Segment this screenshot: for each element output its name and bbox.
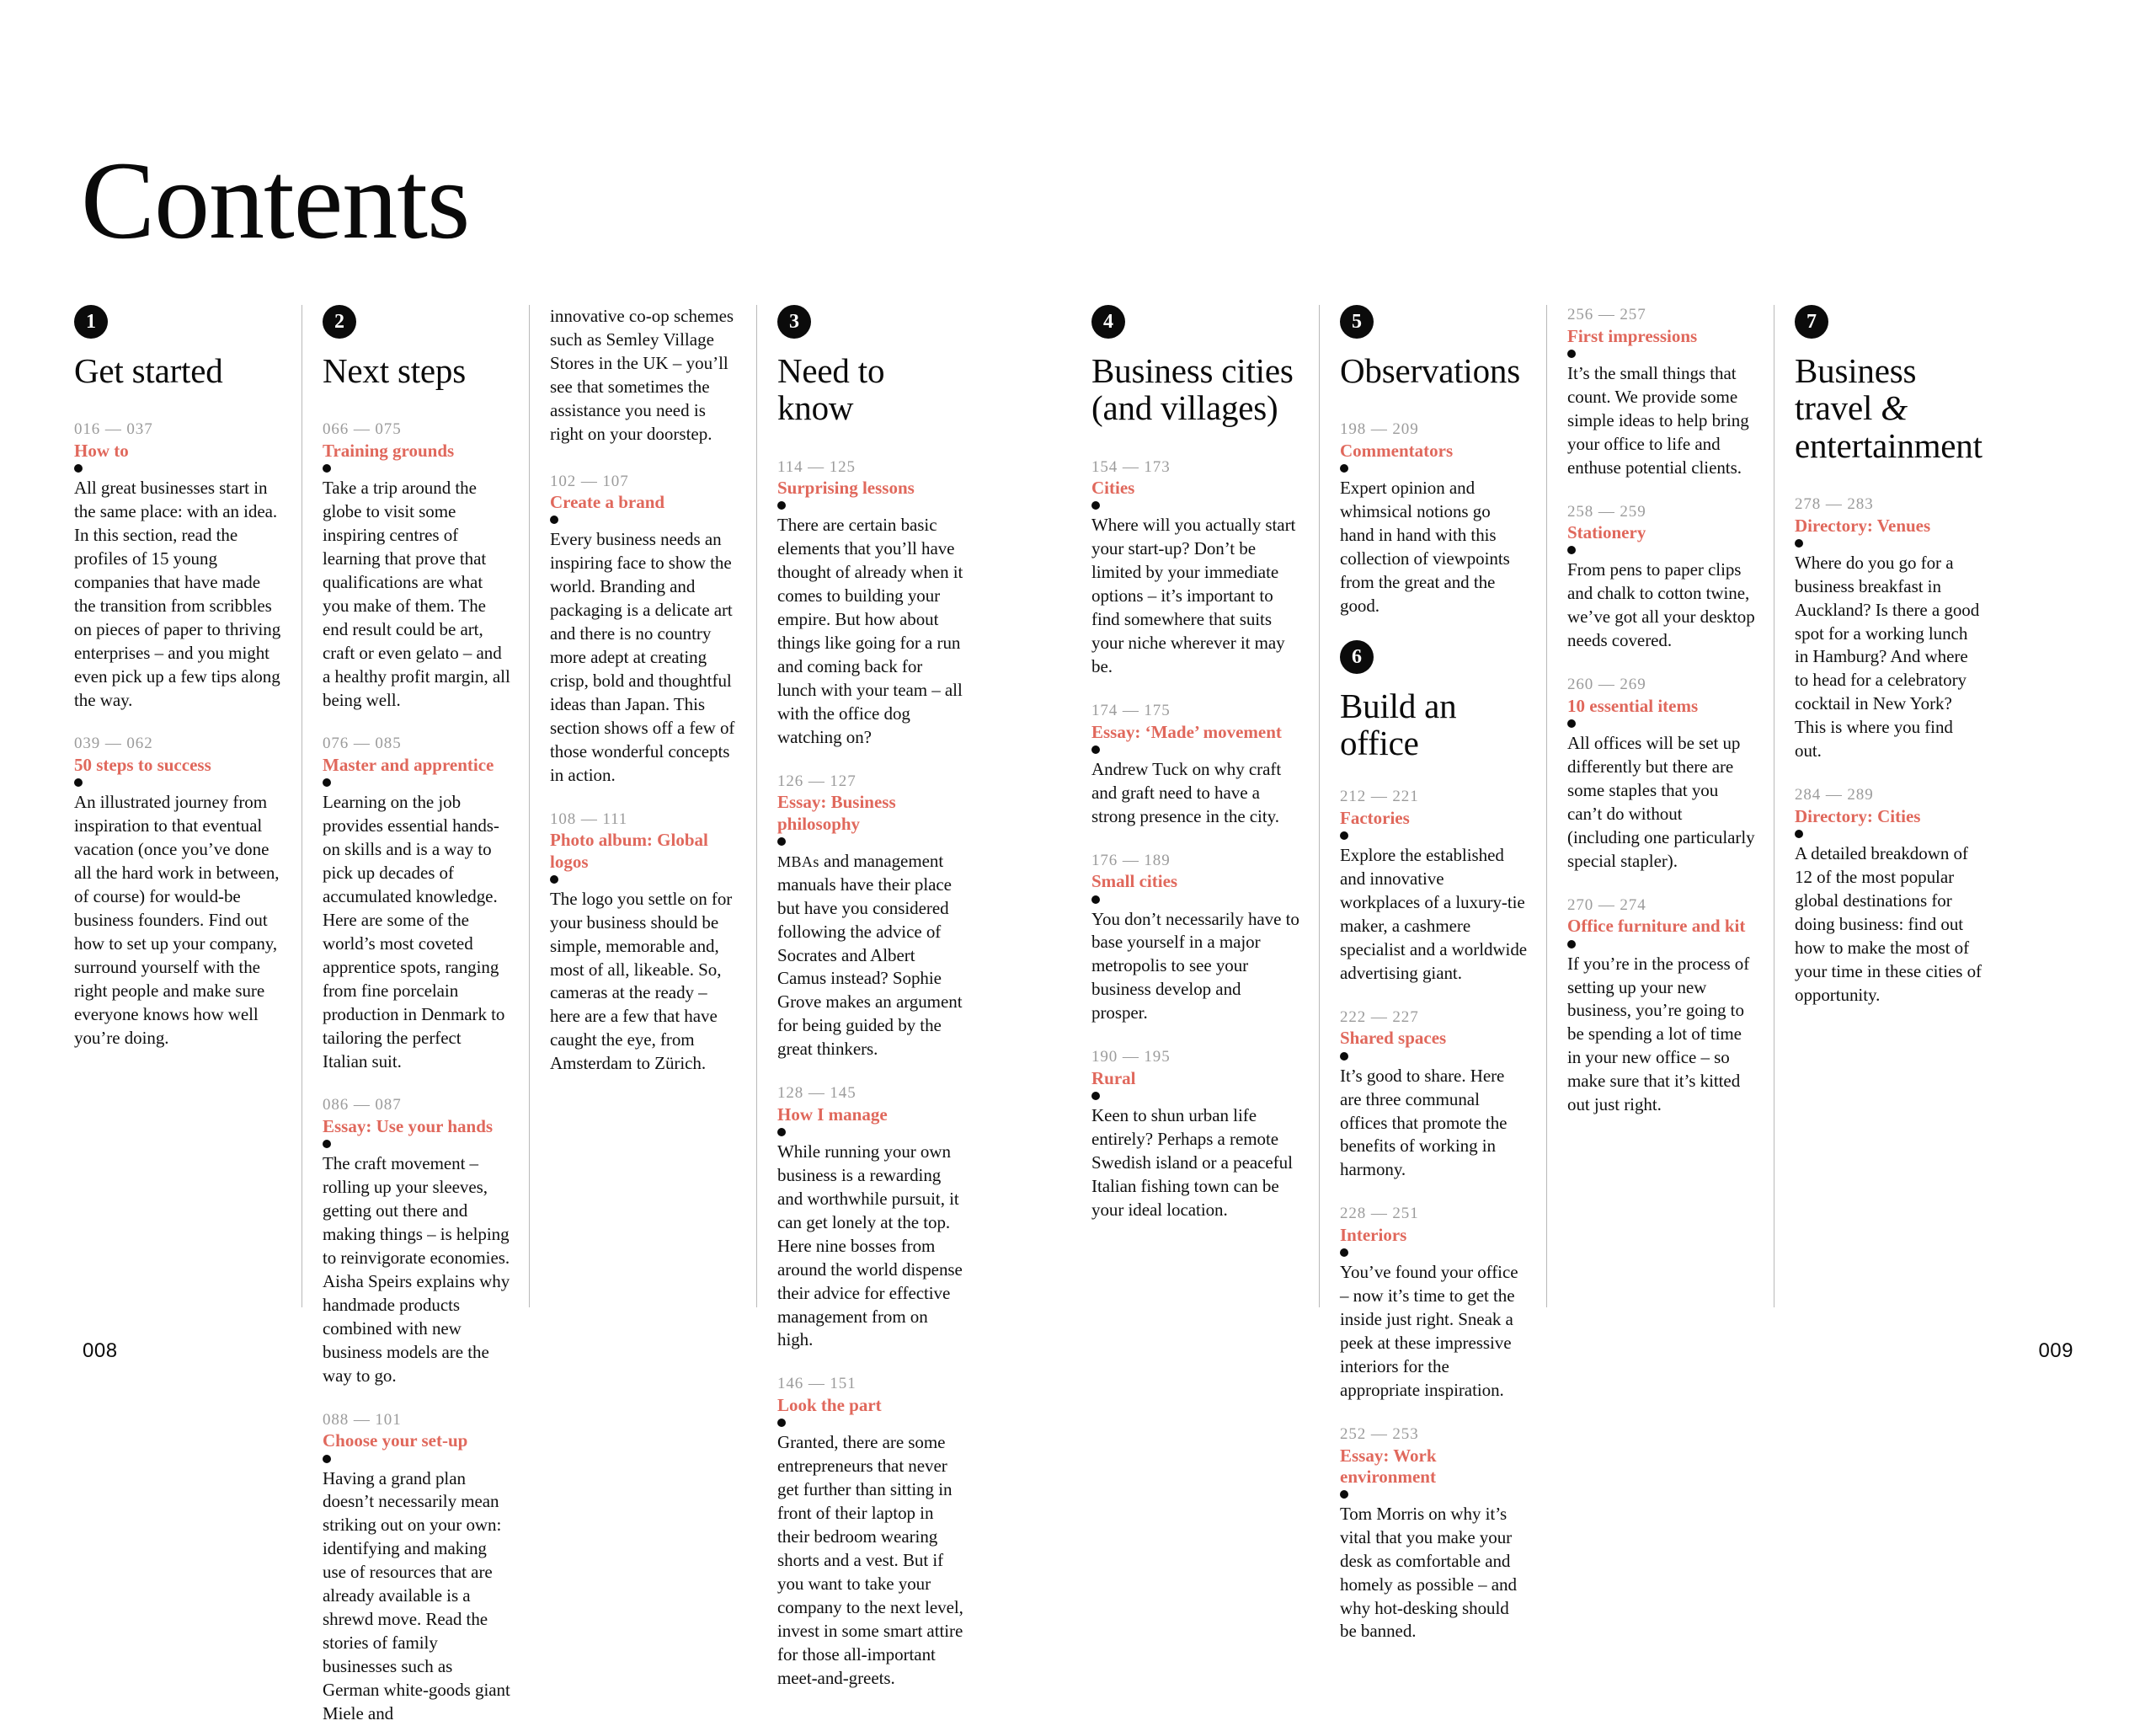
entry-page-range: 256 — 257 <box>1567 306 1646 323</box>
section-number-badge: 2 <box>323 305 356 339</box>
entry-description: Granted, there are some entrepreneurs that never get further than sitting in front of their laptop in their bedroom wearing shorts and a vest. But if you want to take your company to the next level, invest in some smart attire for those all-important meet-and-greets. <box>777 1432 963 1688</box>
entry-title[interactable]: Essay: Use your hands <box>323 1116 494 1137</box>
entry-page-range: 088 — 101 <box>323 1410 402 1429</box>
entry-description: There are certain basic elements that you’ll have thought of already when it comes to building your empire. But how about things like going for a run and coming back for lunch with your team – all with the office dog watching on? <box>777 515 963 747</box>
entry-description: Andrew Tuck on why craft and graft need to have a strong presence in the city. <box>1091 758 1282 826</box>
toc-entry[interactable] <box>1091 1047 1300 1222</box>
entry-description: Having a grand plan doesn’t necessarily mean striking out on your own: identifying and making use of resources that are already available is a shrewd move. Read the stories of family businesses such as German white-goods giant Miele and <box>323 1467 510 1723</box>
entry-description <box>777 850 965 1061</box>
toc-entry[interactable] <box>777 1374 965 1690</box>
entry-description: From pens to paper clips and chalk to cotton twine, we’ve got all your desktop needs covered. <box>1567 559 1755 651</box>
entry-title[interactable]: Directory: Venues <box>1795 515 1931 536</box>
bullet-dot-icon <box>1567 719 1576 728</box>
entry-title[interactable]: Photo album: Global logos <box>550 830 708 872</box>
entry-description: All great businesses start in the same place: with an idea. In this section, read the profiles of 15 young companies that have made the transition from scribbles on pieces of paper to thriving enterprises – and you might even pick up a few tips along the way. <box>74 478 281 710</box>
section-heading: Next steps <box>323 351 466 390</box>
toc-entry[interactable] <box>550 810 738 1077</box>
bullet-dot-icon <box>1567 350 1576 358</box>
toc-entry[interactable] <box>1795 785 1983 1007</box>
entry-page-range: 086 — 087 <box>323 1096 402 1114</box>
entry-page-range: 016 — 037 <box>74 420 153 439</box>
contents-column-4 <box>756 305 984 1688</box>
entry-description: You’ve found your office – now it’s time to get the inside just right. Sneak a peek at these impressive interiors for the appropriate inspiration. <box>1340 1262 1518 1400</box>
bullet-dot-icon <box>1340 464 1348 473</box>
contents-column-1 <box>74 305 302 1307</box>
toc-entry[interactable] <box>1091 851 1300 1026</box>
entry-page-range: 108 — 111 <box>550 810 628 828</box>
bullet-dot-icon <box>1795 830 1803 838</box>
toc-entry[interactable] <box>323 419 510 712</box>
section-number-badge: 5 <box>1340 305 1374 339</box>
toc-entry[interactable] <box>1567 675 1755 873</box>
entry-description: Expert opinion and whimsical notions go hand in hand with this collection of viewpoints from the great and the good. <box>1340 478 1510 616</box>
contents-column-2 <box>302 305 529 1723</box>
entry-description: The logo you settle on for your business should be simple, memorable and, most of all, likeable. So, cameras at the ready – here are a few that have caught the eye, from Amsterdam to Zürich. <box>550 888 733 1074</box>
entry-title[interactable]: Interiors <box>1340 1225 1407 1246</box>
section-heading-line-1: Business <box>1795 351 1917 390</box>
toc-entry[interactable] <box>74 734 283 1050</box>
entry-title[interactable]: Factories <box>1340 808 1410 829</box>
entry-page-range: 260 — 269 <box>1567 676 1646 694</box>
entry-description: All offices will be set up differently but there are some staples that you can’t do without (including one particularly special stapler). <box>1567 733 1755 871</box>
toc-entry[interactable] <box>1340 1007 1528 1183</box>
toc-entry[interactable] <box>1567 502 1755 654</box>
bullet-dot-icon <box>550 516 558 524</box>
entry-page-range: 076 — 085 <box>323 735 402 753</box>
entry-description: Where do you go for a business breakfast in Auckland? Is there a good spot for a working lunch in Hamburg? And where to head for a celebratory cocktail in New York? This is where you find out. <box>1795 552 1980 761</box>
entry-title[interactable]: Essay: Work environment <box>1340 1445 1437 1487</box>
contents-column-5 <box>1091 305 1319 1307</box>
section-heading: Observations <box>1340 351 1520 390</box>
entry-description: Keen to shun urban life entirely? Perhaps a remote Swedish island or a peaceful Italian fishing town can be your ideal location. <box>1091 1105 1293 1220</box>
entry-description: The craft movement – rolling up your sleeves, getting out there and making things – is helping to reinvigorate economies. Aisha Speirs explains why handmade products combined with new business models are the way to go. <box>323 1153 510 1386</box>
entry-description: Explore the established and innovative workplaces of a luxury-tie maker, a cashmere specialist and a worldwide advertising giant. <box>1340 845 1528 983</box>
toc-entry[interactable] <box>777 772 965 1061</box>
entry-description: While running your own business is a rewarding and worthwhile pursuit, it can get lonely at the top. Here nine bosses from around the world dispense their advice for effective management from on high. <box>777 1141 963 1350</box>
bullet-dot-icon <box>1340 1248 1348 1257</box>
entry-description: It’s good to share. Here are three communal offices that promote the benefits of working in harmony. <box>1340 1065 1508 1180</box>
ampersand-glyph: & <box>1881 388 1908 428</box>
bullet-dot-icon <box>550 875 558 884</box>
entry-description: You don’t necessarily have to base yourself in a major metropolis to see your business develop and prosper. <box>1091 908 1299 1023</box>
bullet-dot-icon <box>1091 1092 1100 1100</box>
entry-description: A detailed breakdown of 12 of the most popular global destinations for doing business: find out how to make the most of your time in these cities of opportunity. <box>1795 842 1982 1005</box>
entry-page-range: 258 — 259 <box>1567 502 1646 521</box>
entry-description: Learning on the job provides essential hands-on skills and is a way to pick up decades of accumulated knowledge. Here are some of the world’s most coveted apprentice spots, ranging from fine porcelain production in Denmark to tailoring the perfect Italian suit. <box>323 792 505 1071</box>
entry-page-range: 126 — 127 <box>777 772 857 790</box>
bullet-dot-icon <box>1091 745 1100 754</box>
entry-title[interactable]: Choose your set-up <box>323 1430 468 1451</box>
toc-entry[interactable] <box>1795 494 1983 763</box>
entry-title[interactable]: 10 essential items <box>1567 695 1699 716</box>
entry-title[interactable]: Office furniture and kit <box>1567 916 1746 937</box>
entry-page-range: 176 — 189 <box>1091 851 1171 869</box>
bullet-dot-icon <box>1340 1052 1348 1061</box>
entry-title[interactable]: Create a brand <box>550 492 665 513</box>
entry-title[interactable]: 50 steps to success <box>74 755 211 776</box>
section-number-badge: 1 <box>74 305 108 339</box>
entry-title[interactable]: How to <box>74 441 129 462</box>
entry-description: Take a trip around the globe to visit some inspiring centres of learning that prove that qualifications are what you make of them. The end result could be art, craft or even gelato – and a healthy profit margin, all being well. <box>323 478 510 710</box>
toc-entry[interactable] <box>74 419 283 712</box>
bullet-dot-icon <box>1091 895 1100 904</box>
entry-description: It’s the small things that count. We provide some simple ideas to help bring your office to life and enthuse potential clients. <box>1567 362 1749 478</box>
bullet-dot-icon <box>1091 501 1100 510</box>
entry-title[interactable]: Rural <box>1091 1067 1136 1088</box>
bullet-dot-icon <box>777 501 786 510</box>
entry-page-range: 066 — 075 <box>323 420 402 439</box>
toc-entry[interactable] <box>1567 305 1755 480</box>
page-gutter <box>984 305 1091 1307</box>
entry-description-leadin: MBAs <box>777 852 819 870</box>
entry-title[interactable]: Surprising lessons <box>777 478 915 499</box>
bullet-dot-icon <box>1340 1490 1348 1499</box>
contents-column-7 <box>1546 305 1774 1307</box>
contents-column-3 <box>529 305 756 1307</box>
entry-page-range: 198 — 209 <box>1340 420 1419 439</box>
section-heading-line-3: entertainment <box>1795 425 1983 465</box>
entry-page-range: 284 — 289 <box>1795 786 1874 804</box>
entry-title[interactable]: Training grounds <box>323 441 455 462</box>
contents-column-6 <box>1319 305 1546 1642</box>
bullet-dot-icon <box>323 1140 331 1148</box>
entry-page-range: 270 — 274 <box>1567 895 1646 914</box>
toc-entry[interactable] <box>323 1410 510 1726</box>
entry-description: If you’re in the process of setting up your new business, you’re going to be spending a lot of time in your new office – so make sure that it’s kitted out just right. <box>1567 953 1750 1115</box>
entry-title[interactable]: Stationery <box>1567 522 1646 543</box>
entry-title[interactable]: Cities <box>1091 478 1135 499</box>
toc-entry[interactable] <box>323 734 510 1073</box>
toc-entry[interactable] <box>323 1095 510 1387</box>
entry-page-range: 128 — 145 <box>777 1084 857 1103</box>
entry-page-range: 222 — 227 <box>1340 1007 1419 1026</box>
toc-entry[interactable] <box>1340 1204 1528 1402</box>
continuation-text: innovative co-op schemes such as Semley Village Stores in the UK – you’ll see that sometimes the assistance you need is right on your doorstep. <box>550 306 734 444</box>
entry-title[interactable]: Commentators <box>1340 441 1454 462</box>
bullet-dot-icon <box>74 778 83 787</box>
folio-right: 009 <box>2038 1339 2073 1362</box>
entry-description: Every business needs an inspiring face to show the world. Branding and packaging is a delicate art and there is no country more adept at creating crisp, bold and thoughtful ideas than Japan. This section shows off a few of those wonderful concepts in action. <box>550 529 735 785</box>
section-number-badge: 6 <box>1340 640 1374 674</box>
entry-page-range: 278 — 283 <box>1795 494 1874 513</box>
bullet-dot-icon <box>323 778 331 787</box>
entry-title[interactable]: Look the part <box>777 1395 882 1416</box>
entry-page-range: 174 — 175 <box>1091 701 1171 719</box>
bullet-dot-icon <box>1795 539 1803 548</box>
page-title: Contents <box>81 138 470 263</box>
bullet-dot-icon <box>323 1455 331 1463</box>
section-heading: Business cities (and villages) <box>1091 351 1294 428</box>
section-heading-line-2: travel <box>1795 388 1881 428</box>
folio-left: 008 <box>83 1339 118 1362</box>
entry-page-range: 154 — 173 <box>1091 457 1171 476</box>
entry-page-range: 228 — 251 <box>1340 1205 1419 1223</box>
entry-page-range: 190 — 195 <box>1091 1048 1171 1066</box>
toc-entry[interactable] <box>550 472 738 788</box>
section-heading: Need to know <box>777 351 885 428</box>
entry-title[interactable]: Essay: Business philosophy <box>777 792 896 834</box>
entry-page-range: 212 — 221 <box>1340 788 1419 806</box>
entry-description: Tom Morris on why it’s vital that you make your desk as comfortable and homely as possible – and why hot-desking should be banned. <box>1340 1503 1517 1642</box>
entry-title[interactable]: Master and apprentice <box>323 755 494 776</box>
entry-page-range: 114 — 125 <box>777 457 856 476</box>
toc-entry[interactable] <box>1567 895 1755 1117</box>
bullet-dot-icon <box>777 837 786 846</box>
bullet-dot-icon <box>1567 940 1576 948</box>
entry-title[interactable]: How I manage <box>777 1103 888 1125</box>
section-heading: Build an office <box>1340 686 1457 762</box>
section-heading: Get started <box>74 351 223 390</box>
entry-title[interactable]: Small cities <box>1091 871 1178 892</box>
toc-entry[interactable] <box>1340 1424 1528 1644</box>
toc-entry[interactable] <box>777 1083 965 1352</box>
bullet-dot-icon <box>74 464 83 473</box>
entry-title[interactable]: First impressions <box>1567 325 1698 346</box>
section-number-badge: 7 <box>1795 305 1828 339</box>
entry-description: Where will you actually start your start-up? Don’t be limited by your immediate options – it’s important to find somewhere that suits your niche wherever it may be. <box>1091 515 1296 676</box>
bullet-dot-icon <box>323 464 331 473</box>
toc-entry[interactable] <box>777 457 965 750</box>
bullet-dot-icon <box>777 1419 786 1427</box>
toc-entry[interactable] <box>1091 457 1300 679</box>
entry-page-range: 252 — 253 <box>1340 1424 1419 1443</box>
bullet-dot-icon <box>1567 546 1576 554</box>
toc-entry[interactable] <box>1340 787 1528 985</box>
entry-page-range: 146 — 151 <box>777 1375 857 1393</box>
section-number-badge: 4 <box>1091 305 1125 339</box>
toc-entry[interactable] <box>1091 701 1300 829</box>
entry-description: An illustrated journey from inspiration to that eventual vacation (once you’ve done all the hard work in between, of course) for would-be business founders. Find out how to set up your company, surround yourself with the right people and make sure everyone knows how well you’re doing. <box>74 792 280 1048</box>
section-heading <box>1795 352 1983 464</box>
entry-description-rest: and management manuals have their place but have you considered following the advice of Socrates and Albert Camus instead? Sophie Grove makes an argument for being guided by the great thinkers. <box>777 850 963 1060</box>
entry-page-range: 102 — 107 <box>550 472 629 490</box>
entry-title[interactable]: Directory: Cities <box>1795 805 1921 826</box>
bullet-dot-icon <box>777 1128 786 1136</box>
entry-page-range: 039 — 062 <box>74 735 153 753</box>
entry-title[interactable]: Essay: ‘Made’ movement <box>1091 721 1282 742</box>
bullet-dot-icon <box>1340 831 1348 840</box>
contents-column-8 <box>1774 305 2001 1307</box>
section-number-badge: 3 <box>777 305 811 339</box>
entry-title[interactable]: Shared spaces <box>1340 1028 1447 1049</box>
toc-entry[interactable] <box>1340 419 1528 617</box>
